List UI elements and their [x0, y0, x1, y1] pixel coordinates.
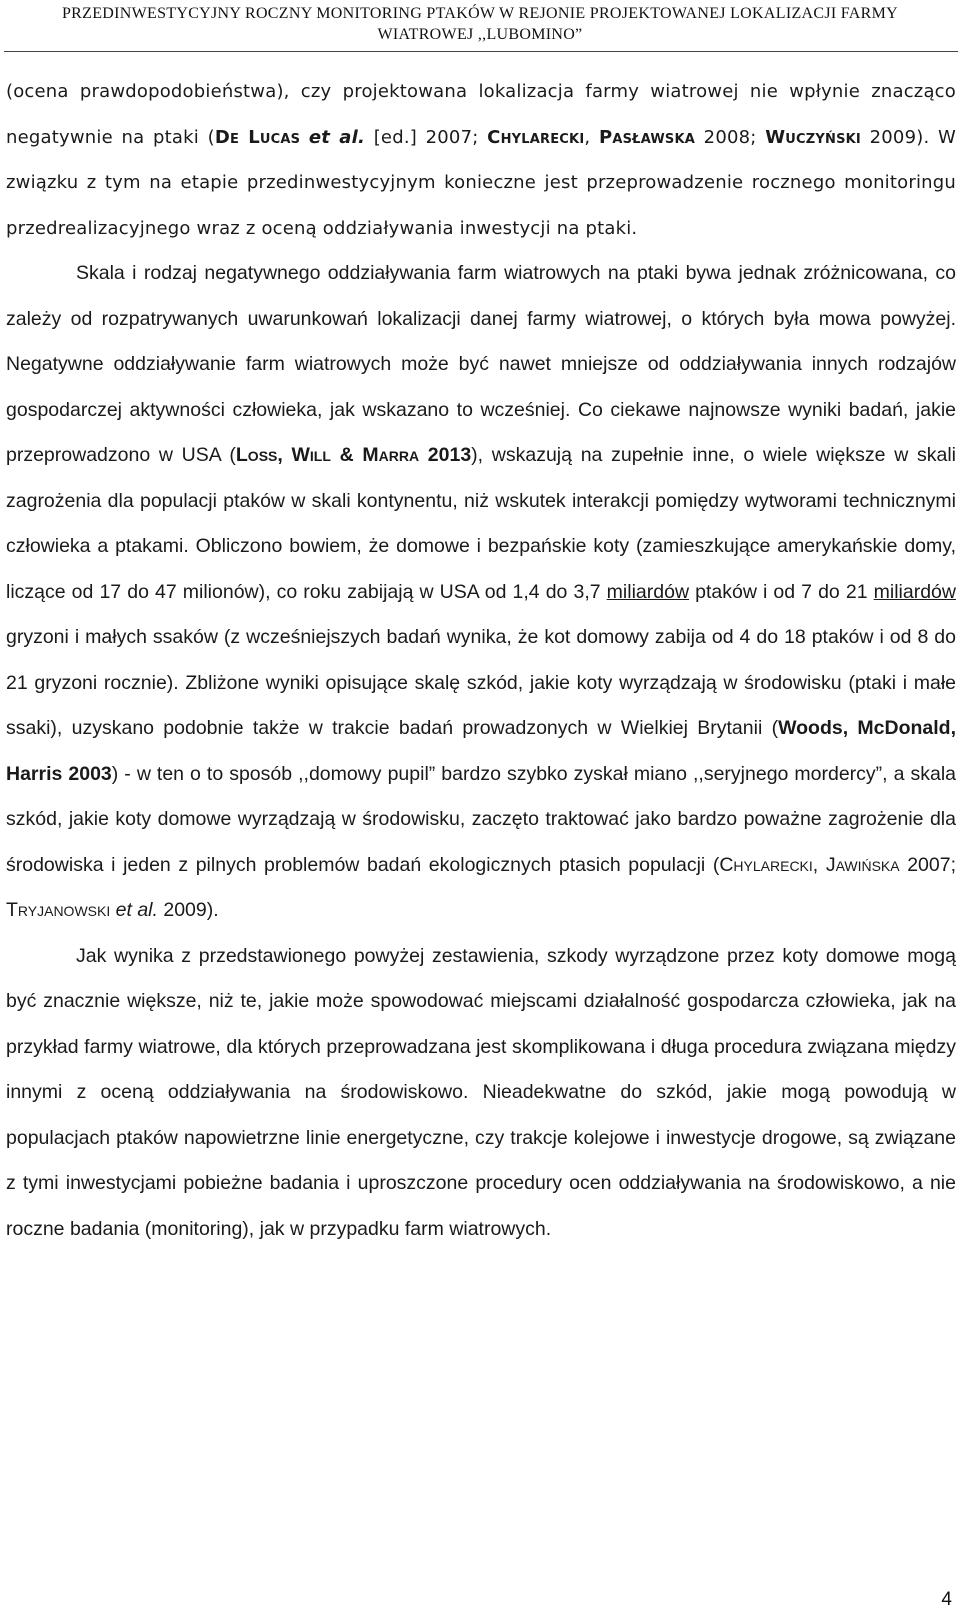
citation-authors: Woods, McDonald, Harris 2003	[6, 717, 956, 785]
citation-etal: et al.	[308, 126, 366, 148]
paragraph-1: (ocena prawdopodobieństwa), czy projektowana lokalizacja farmy wiatrowej nie wpłynie znacząco negatywnie na ptaki (De Lucas et al. [ed.] 2007; Chylarecki, Pasławska 2008; Wuczyński 2009). W związku z tym na etapie przedinwestycyjnym konieczne jest przeprowadzenie rocznego monitoringu przedrealizacyjnego wraz z oceną oddziaływania inwestycji na ptaki.	[6, 81, 957, 239]
citation-author: Pasławska	[598, 126, 696, 148]
citation-author: Chylarecki	[487, 126, 585, 148]
running-header-line-2: WIATROWEJ ,,LUBOMINO”	[377, 26, 583, 43]
header-divider	[4, 51, 958, 52]
paragraph-2: Skala i rodzaj negatywnego oddziaływania farm wiatrowych na ptaki bywa jednak zróżnicowana, co zależy od rozpatrywanych uwarunkowań lokalizacji danej farmy wiatrowej, o których była mowa powyżej. Negatywne oddziaływanie farm wiatrowych może być nawet mniejsze od oddziaływania innych rodzajów gospodarczej aktywności człowieka, jak wskazano to wcześniej. Co ciekawe najnowsze wyniki badań, jakie przeprowadzono w USA (Loss, Will & Marra 2013), wskazują na zupełnie inne, o wiele większe w skali zagrożenia dla populacji ptaków w skali kontynentu, niż wskutek interakcji pomiędzy wytworami technicznymi człowieka a ptakami. Obliczono bowiem, że domowe i bezpańskie koty (zamieszkujące amerykańskie domy, liczące od 17 do 47 milionów), co roku zabijają w USA od 1,4 do 3,7 miliardów ptaków i od 7 do 21 miliardów gryzoni i małych ssaków (z wcześniejszych badań wynika, że kot domowy zabija od 4 do 18 ptaków i od 8 do 21 gryzoni rocznie). Zbliżone wyniki opisujące skalę szkód, jakie koty wyrządzają w środowisku (ptaki i małe ssaki), uzyskano podobnie także w trakcie badań prowadzonych w Wielkiej Brytanii (Woods, McDonald, Harris 2003) - w ten o to sposób ,,domowy pupil” bardzo szybko zyskał miano ,,seryjnego mordercy”, a skala szkód, jakie koty domowe wyrządzają w środowisku, zaczęto traktować jako bardzo poważne zagrożenie dla środowiska i jeden z pilnych problemów badań ekologicznych ptasich populacji (Chylarecki, Jawińska 2007; Tryjanowski et al. 2009).	[6, 262, 957, 921]
paragraph-3: Jak wynika z przedstawionego powyżej zestawienia, szkody wyrządzone przez koty domowe mogą być znacznie większe, niż te, jakie może spowodować miejscami działalność gospodarcza człowieka, jak na przykład farmy wiatrowe, dla których przeprowadzana jest skomplikowana i długa procedura związana między innymi z oceną oddziaływania na środowiskowo. Nieadekwatne do szkód, jakie mogą powodują w populacjach ptaków napowietrzne linie energetyczne, czy trakcje kolejowe i inwestycje drogowe, są związane z tymi inwestycjami pobieżne badania i uproszczone procedury ocen oddziaływania na środowiskowo, a nie roczne badania (monitoring), jak w przypadku farm wiatrowych.	[6, 944, 956, 1240]
citation-author: Tryjanowski	[6, 899, 111, 921]
page-number: 4	[941, 1589, 952, 1610]
citation-author: Chylarecki	[719, 853, 813, 876]
underlined-term: miliardów	[606, 580, 690, 603]
running-header-line-1: PRZEDINWESTYCYJNY ROCZNY MONITORING PTAKÓW W REJONIE PROJEKTOWANEJ LOKALIZACJI FARMY	[61, 5, 899, 22]
underlined-term: miliardów	[873, 580, 956, 603]
citation-author: De Lucas	[214, 126, 301, 148]
citation-authors: Loss, Will & Marra 2013	[235, 444, 472, 466]
document-body	[6, 69, 956, 1252]
citation-etal: et al.	[115, 899, 158, 921]
running-header	[0, 3, 960, 45]
citation-author: Wuczyński	[765, 126, 861, 148]
citation-author: Jawińska	[825, 853, 900, 876]
